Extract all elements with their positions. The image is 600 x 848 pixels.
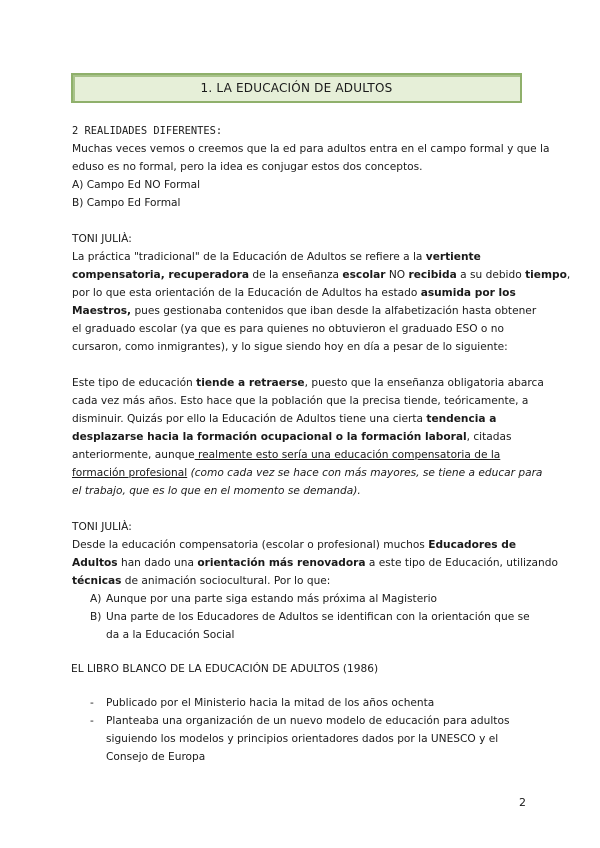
bold-text: tendencia a (426, 413, 497, 425)
paragraph-line: Muchas veces vemos o creemos que la ed para adultos entra en el campo formal y que la (72, 143, 550, 155)
list-item-continuation: siguiendo los modelos y principios orientadores dados por la UNESCO y el (106, 733, 499, 745)
section-heading: TONI JULIÀ: (72, 521, 132, 533)
text-run: de animación sociocultural. Por lo que: (121, 575, 331, 587)
paragraph-line (72, 572, 330, 590)
paragraph-line (72, 266, 570, 284)
paragraph-line (72, 554, 558, 572)
bold-text: tiende a retraerse (196, 377, 305, 389)
bold-text: Maestros, (72, 305, 132, 317)
text-run: NO (385, 269, 409, 281)
list-marker: - (90, 715, 94, 727)
bold-text: Adultos (72, 557, 118, 569)
bold-text: compensatoria, recuperadora (72, 269, 250, 281)
bold-text: desplazarse hacia la formación ocupacional o la formación laboral (72, 431, 467, 443)
bold-text: asumida por los (420, 287, 516, 299)
bold-text: recibida (408, 269, 457, 281)
list-item: A) Campo Ed NO Formal (72, 179, 201, 191)
bold-text: escolar (342, 269, 386, 281)
text-run: a este tipo de Educación, utilizando (365, 557, 558, 569)
section-heading: EL LIBRO BLANCO DE LA EDUCACIÓN DE ADULTOS (1986) (71, 663, 379, 675)
text-run: , citadas (466, 431, 512, 443)
underlined-text: realmente esto sería una educación compensatoria de la (194, 449, 501, 461)
list-item-text: Publicado por el Ministerio hacia la mitad de los años ochenta (106, 697, 435, 709)
text-run: , (566, 269, 571, 281)
list-marker: B) (90, 611, 102, 623)
paragraph-line: eduso es no formal, pero la idea es conjugar estos dos conceptos. (72, 161, 423, 173)
list-item-continuation: Consejo de Europa (106, 751, 206, 763)
list-item-text: Una parte de los Educadores de Adultos se identifican con la orientación que se (106, 611, 530, 623)
list-marker: - (90, 697, 94, 709)
text-run: de la enseñanza (249, 269, 343, 281)
list-item (72, 590, 532, 608)
bold-text: tiempo (525, 269, 567, 281)
underlined-text: formación profesional (72, 467, 188, 479)
bold-text: técnicas (72, 575, 122, 587)
bold-text: Educadores de (428, 539, 517, 551)
list-item (72, 694, 532, 712)
bold-text: orientación más renovadora (197, 557, 366, 569)
text-run: La práctica "tradicional" de la Educación de Adultos se refiere a la (72, 251, 426, 263)
page-title: 1. LA EDUCACIÓN DE ADULTOS (200, 81, 393, 95)
text-run: por lo que esta orientación de la Educación de Adultos ha estado (72, 287, 421, 299)
text-run: disminuir. Quizás por ello la Educación de Adultos tiene una cierta (72, 413, 427, 425)
list-item: B) Campo Ed Formal (72, 197, 181, 209)
paragraph-line (72, 464, 542, 482)
section-heading: 2 REALIDADES DIFERENTES: (72, 125, 223, 137)
bold-text: vertiente (425, 251, 481, 263)
paragraph-line (72, 410, 496, 428)
text-run: , puesto que la enseñanza obligatoria abarca (304, 377, 544, 389)
list-item-continuation: da a la Educación Social (106, 629, 235, 641)
paragraph-line (72, 428, 512, 446)
text-run: Este tipo de educación (72, 377, 197, 389)
paragraph-line: cursaron, como inmigrantes), y lo sigue siendo hoy en día a pesar de lo siguiente: (72, 341, 508, 353)
paragraph-line: cada vez más años. Esto hace que la población que la precisa tiende, teóricamente, a (72, 395, 529, 407)
paragraph-line (72, 284, 516, 302)
text-run: Desde la educación compensatoria (escolar o profesional) muchos (72, 539, 429, 551)
paragraph-line (72, 248, 481, 266)
list-item (72, 608, 532, 626)
text-run: anteriormente, aunque (72, 449, 195, 461)
paragraph-line (72, 446, 500, 464)
italic-text: (como cada vez se hace con más mayores, se tiene a educar para (187, 467, 543, 479)
list-item (72, 712, 532, 730)
paragraph-line (72, 302, 536, 320)
text-run: han dado una (117, 557, 198, 569)
paragraph-line: el trabajo, que es lo que en el momento se demanda). (72, 485, 361, 497)
list-item-text: Aunque por una parte siga estando más próxima al Magisterio (106, 593, 438, 605)
text-run: a su debido (456, 269, 526, 281)
page-number: 2 (519, 796, 526, 809)
paragraph-line (72, 374, 544, 392)
text-run: pues gestionaba contenidos que iban desde la alfabetización hasta obtener (131, 305, 537, 317)
section-heading: TONI JULIÀ: (72, 233, 132, 245)
paragraph-line: el graduado escolar (ya que es para quienes no obtuvieron el graduado ESO o no (72, 323, 504, 335)
paragraph-line (72, 536, 516, 554)
section-title-box (71, 73, 522, 103)
list-item-text: Planteaba una organización de un nuevo modelo de educación para adultos (106, 715, 510, 727)
list-marker: A) (90, 593, 102, 605)
